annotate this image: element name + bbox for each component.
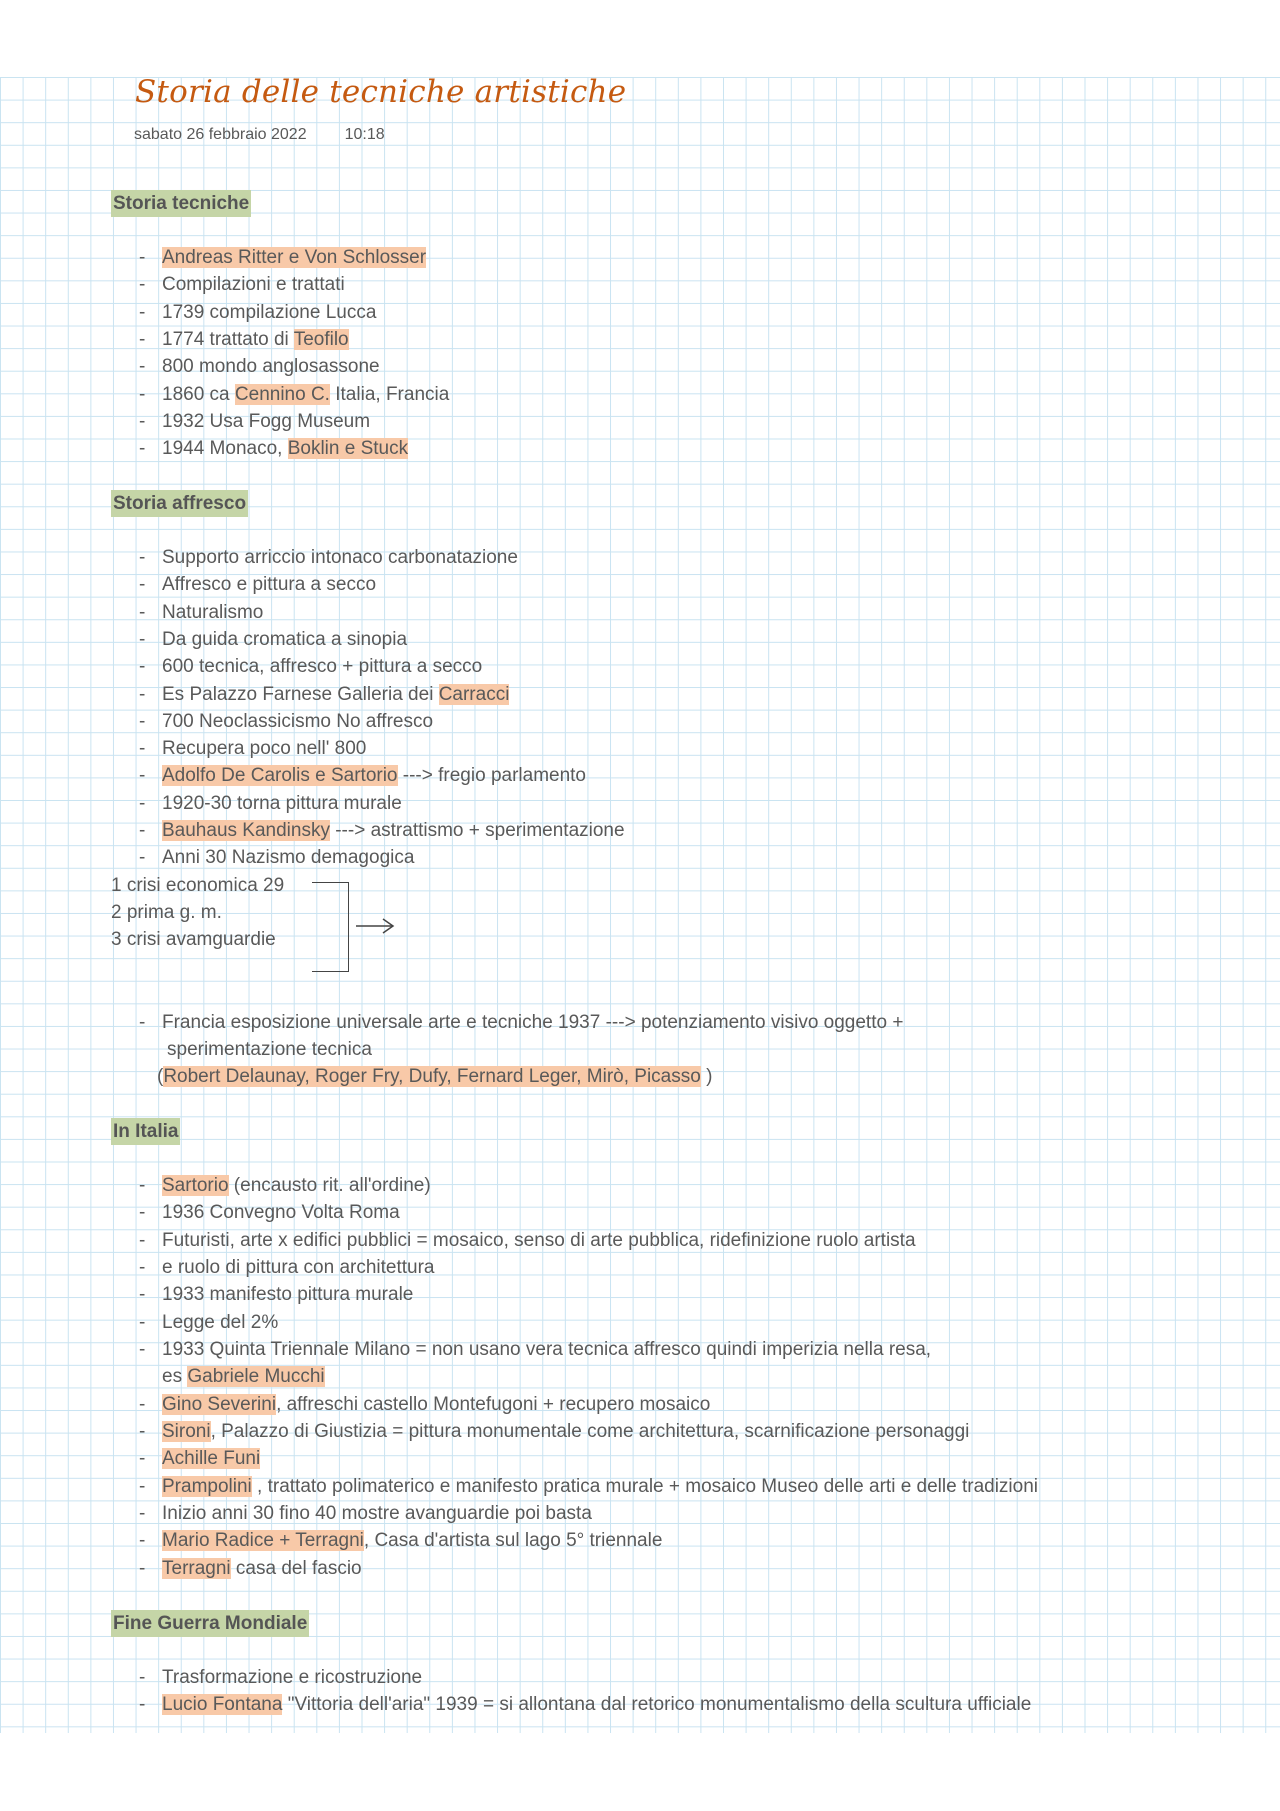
list-item: [162, 1419, 969, 1444]
bullet-dash: -: [139, 1476, 146, 1497]
bullet-dash: -: [139, 1230, 146, 1251]
highlight-name: Terragni: [162, 1558, 231, 1579]
heading-storia-affresco: Storia affresco: [111, 490, 248, 517]
highlight-name: Sironi: [162, 1421, 211, 1442]
paren-open: (: [157, 1066, 164, 1087]
list-item: [162, 545, 518, 570]
list-item: [162, 409, 370, 434]
text-pre: Naturalismo: [162, 601, 264, 623]
text-post: Italia, Francia: [329, 383, 450, 405]
bullet-dash: -: [139, 301, 146, 323]
list-item: [162, 1200, 400, 1225]
text-pre: Da guida cromatica a sinopia: [162, 628, 408, 650]
bullet-dash: -: [139, 1339, 146, 1360]
list-item: [162, 736, 366, 761]
text-segment: , trattato polimaterico e manifesto pratica murale + mosaico Museo delle arti e delle tradizioni: [251, 1476, 1039, 1497]
list-item: [162, 1392, 710, 1417]
list-item: [162, 1255, 435, 1280]
list-item: [162, 1474, 1038, 1499]
list-item: [162, 1556, 362, 1581]
text-pre: 1739 compilazione Lucca: [162, 301, 377, 323]
text-pre: 1774 trattato di: [162, 328, 294, 350]
bullet-dash: -: [139, 601, 146, 623]
bullet-dash: -: [139, 1694, 146, 1715]
fontana-rest: "Vittoria dell'aria" 1939 = si allontana dal retorico monumentalismo della scultura ufficiale: [282, 1694, 1032, 1715]
text-post: ---> astrattismo + sperimentazione: [329, 820, 625, 841]
text-pre: Compilazioni e trattati: [162, 274, 345, 296]
highlight-name: Carracci: [438, 683, 510, 705]
bullet-dash: -: [139, 1312, 146, 1333]
bullet-dash: -: [139, 1394, 146, 1415]
list-item: [162, 627, 407, 652]
highlight-name: Sartorio: [162, 1175, 229, 1196]
list-item: [162, 1310, 278, 1335]
bullet-dash: -: [139, 356, 146, 378]
bracket-drawing: [312, 882, 349, 972]
bullet-dash: -: [139, 1421, 146, 1442]
list-item: [162, 1501, 592, 1526]
highlight-name: Adolfo De Carolis e Sartorio: [162, 765, 398, 787]
text-pre: Trasformazione e ricostruzione: [162, 1667, 423, 1688]
page-date: [134, 126, 385, 144]
list-item: [162, 1173, 431, 1198]
list-item: [162, 1228, 916, 1253]
list-item: [162, 791, 402, 816]
text-segment: 1933 Quinta Triennale Milano = non usano vera tecnica affresco quindi imperizia nella resa,: [162, 1339, 932, 1360]
time-text: 10:18: [344, 126, 385, 143]
bullet-dash: -: [139, 1012, 146, 1033]
highlight-fontana: Lucio Fontana: [162, 1694, 283, 1715]
list-item: [162, 327, 349, 352]
text-pre: Anni 30 Nazismo demagogica: [162, 847, 415, 869]
list-item: [162, 572, 376, 597]
list-item: [162, 1446, 260, 1471]
bullet-dash: -: [139, 1448, 146, 1469]
list-item: [162, 600, 263, 625]
francia-line-2: sperimentazione tecnica: [167, 1039, 372, 1060]
text-pre: 1920-30 torna pittura murale: [162, 792, 402, 814]
bullet-dash: -: [139, 1558, 146, 1579]
text-segment: Legge del 2%: [162, 1312, 279, 1333]
bullet-dash: -: [139, 574, 146, 596]
bullet-dash: -: [139, 410, 146, 432]
highlight-artists: Robert Delaunay, Roger Fry, Dufy, Fernard Leger, Mirò, Picasso: [163, 1066, 701, 1087]
text-segment: casa del fascio: [230, 1558, 362, 1579]
bullet-dash: -: [139, 656, 146, 678]
bullet-dash: -: [139, 383, 146, 405]
heading-in-italia: In Italia: [111, 1118, 180, 1145]
text-segment: , Palazzo di Giustizia = pittura monumentale come architettura, scarnificazione personaggi: [210, 1421, 970, 1442]
highlight-name: Teofilo: [293, 328, 349, 350]
heading-storia-tecniche: Storia tecniche: [111, 190, 251, 217]
text-segment: Inizio anni 30 fino 40 mostre avanguardie poi basta: [162, 1503, 592, 1524]
bullet-dash: -: [139, 683, 146, 705]
bullet-dash: -: [139, 547, 146, 568]
highlight-name: Gino Severini: [162, 1394, 277, 1415]
list-item: [162, 682, 509, 707]
bullet-dash: -: [139, 328, 146, 350]
bullet-dash: -: [139, 1175, 146, 1196]
list-item: [162, 763, 586, 788]
list-item: [162, 818, 625, 843]
list-item: [162, 354, 380, 379]
bullet-dash: -: [139, 1284, 146, 1305]
highlight-name: Prampolini: [162, 1476, 252, 1497]
text-segment: 1936 Convegno Volta Roma: [162, 1202, 400, 1223]
text-pre: 600 tecnica, affresco + pittura a secco: [162, 656, 483, 678]
bullet-dash: -: [139, 710, 146, 732]
text-segment: , Casa d'artista sul lago 5° triennale: [363, 1530, 663, 1551]
heading-fine-guerra: Fine Guerra Mondiale: [111, 1610, 309, 1637]
highlight-name: Bauhaus Kandinsky: [162, 820, 330, 841]
bullet-dash: -: [139, 792, 146, 814]
list-item: [162, 1337, 931, 1362]
list-item: [162, 1282, 413, 1307]
text-segment: Futuristi, arte x edifici pubblici = mosaico, senso di arte pubblica, ridefinizione ruolo artista: [162, 1230, 916, 1251]
list-item: [162, 382, 449, 407]
text-pre: Affresco e pittura a secco: [162, 574, 377, 596]
text-segment: , affreschi castello Montefugoni + recupero mosaico: [276, 1394, 711, 1415]
list-item: [162, 1364, 325, 1389]
bullet-dash: -: [139, 247, 146, 268]
text-pre: 700 Neoclassicismo No affresco: [162, 710, 434, 732]
text-segment: (encausto rit. all'ordine): [228, 1175, 431, 1196]
bullet-dash: -: [139, 274, 146, 296]
cause-item: 1 crisi economica 29: [111, 875, 285, 896]
bullet-dash: -: [139, 1530, 146, 1551]
cause-item: 3 crisi avamguardie: [111, 929, 276, 950]
bullet-dash: -: [139, 1257, 146, 1278]
text-pre: 1860 ca: [162, 383, 235, 405]
bullet-dash: -: [139, 765, 146, 787]
bullet-dash: -: [139, 1202, 146, 1223]
list-item: [162, 1665, 422, 1690]
text-pre: 800 mondo anglosassone: [162, 356, 380, 378]
text-segment: 1933 manifesto pittura murale: [162, 1284, 414, 1305]
bullet-dash: -: [139, 1667, 146, 1688]
page-title: Storia delle tecniche artistiche: [135, 74, 627, 110]
list-item: [162, 272, 345, 297]
highlight-name: Achille Funi: [162, 1448, 261, 1469]
bullet-dash: -: [139, 738, 146, 760]
arrow-right-icon: [355, 915, 395, 937]
francia-artists-line: [157, 1064, 712, 1089]
paren-close: ): [700, 1066, 713, 1087]
text-pre: 1944 Monaco,: [162, 438, 288, 460]
list-item: [162, 1528, 662, 1553]
bullet-dash: -: [139, 628, 146, 650]
list-item: [162, 300, 376, 325]
text-pre: Recupera poco nell' 800: [162, 738, 367, 760]
bullet-dash: -: [139, 847, 146, 869]
list-item: [162, 245, 426, 270]
text-post: ---> fregio parlamento: [397, 765, 586, 787]
highlight-name: Boklin e Stuck: [287, 438, 409, 460]
highlight-name: Mario Radice + Terragni: [162, 1530, 364, 1551]
text-pre: Supporto arriccio intonaco carbonatazione: [162, 547, 518, 568]
francia-line-1: Francia esposizione universale arte e tecniche 1937 ---> potenziamento visivo oggetto +: [162, 1012, 904, 1033]
text-segment: es: [162, 1366, 188, 1387]
list-item: [162, 436, 408, 461]
date-text: sabato 26 febbraio 2022: [134, 126, 307, 143]
list-item: [162, 709, 433, 734]
bullet-dash: -: [139, 438, 146, 460]
list-item: [162, 654, 482, 679]
cause-item: 2 prima g. m.: [111, 902, 222, 923]
highlight-name: Andreas Ritter e Von Schlosser: [162, 247, 427, 268]
bullet-dash: -: [139, 820, 146, 841]
text-pre: 1932 Usa Fogg Museum: [162, 410, 371, 432]
text-pre: Es Palazzo Farnese Galleria dei: [162, 683, 439, 705]
list-item-fontana: [162, 1692, 1031, 1717]
highlight-name: Cennino C.: [234, 383, 330, 405]
highlight-name: Gabriele Mucchi: [187, 1366, 325, 1387]
bullet-dash: -: [139, 1503, 146, 1524]
list-item: [162, 845, 414, 870]
text-segment: e ruolo di pittura con architettura: [162, 1257, 435, 1278]
